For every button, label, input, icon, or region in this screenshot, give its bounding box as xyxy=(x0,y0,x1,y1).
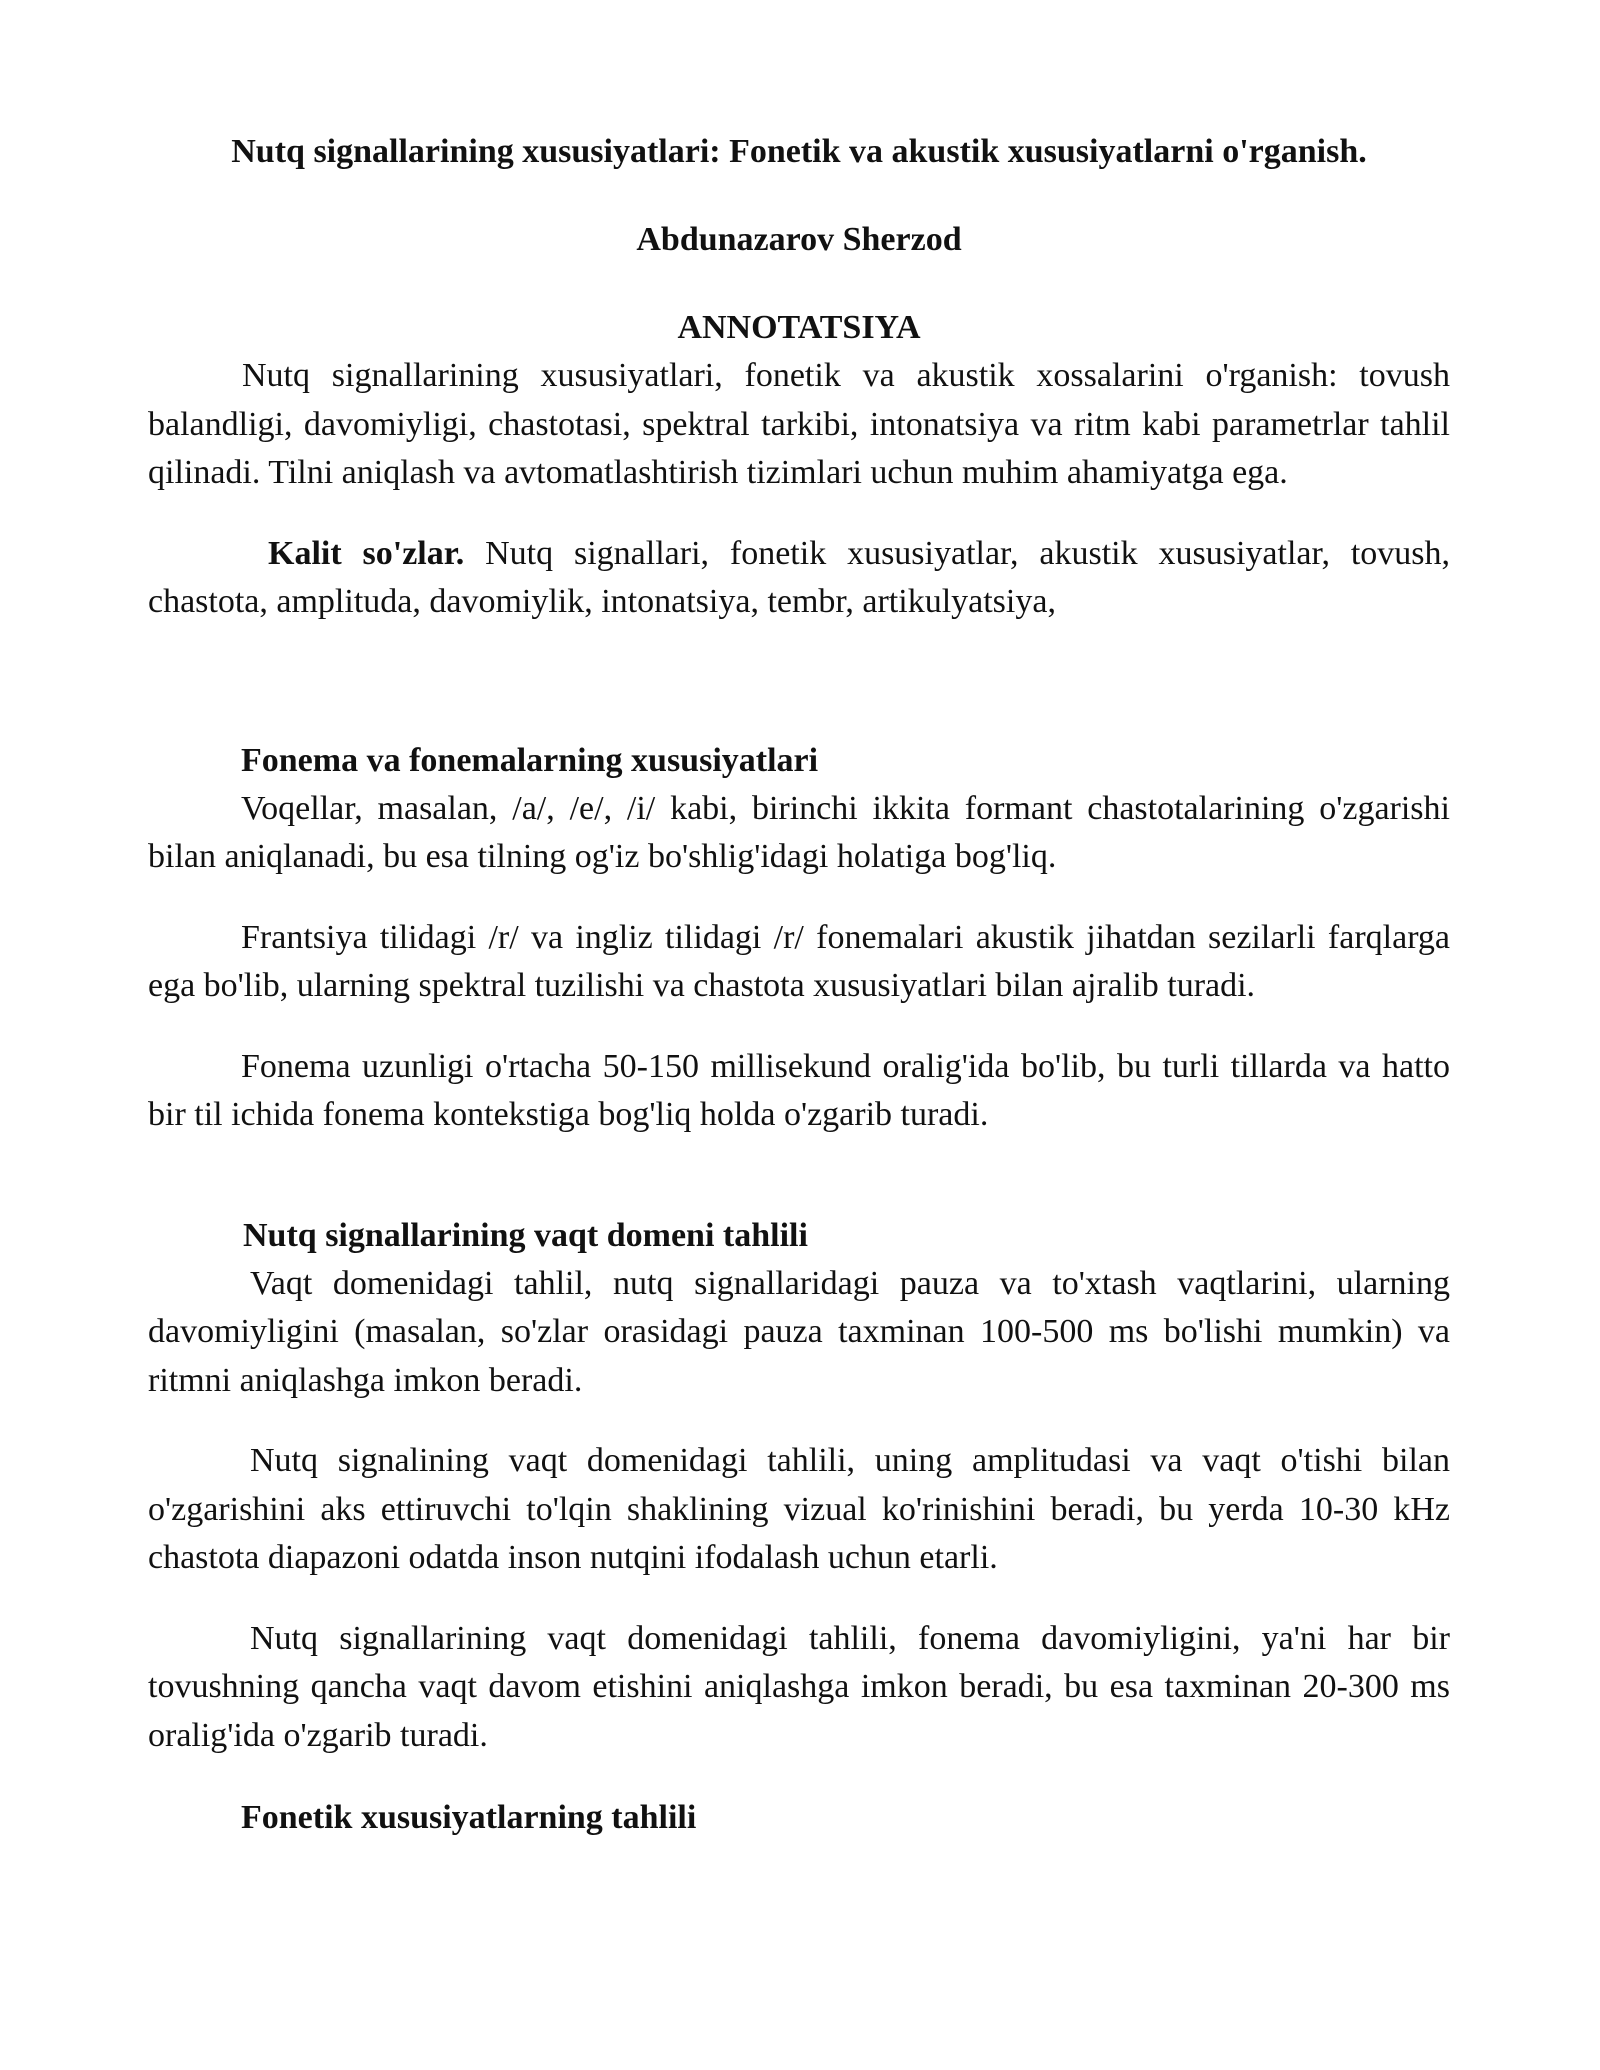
phonemes-paragraph-2: Frantsiya tilidagi /r/ va ingliz tilidagi /r/ fonemalari akustik jihatdan sezilarli farqlarga ega bo'lib, ularning spektral tuzilishi va chastota xususiyatlari bilan ajralib turadi. xyxy=(148,918,1450,1004)
section-heading-phonemes: Fonema va fonemalarning xususiyatlari xyxy=(241,741,819,779)
author-name: Abdunazarov Sherzod xyxy=(636,221,962,258)
keywords-label: Kalit so'zlar. xyxy=(268,534,465,572)
document-title: Nutq signallarining xususiyatlari: Fonetik va akustik xususiyatlarni o'rganish. xyxy=(231,133,1367,170)
annotation-heading: ANNOTATSIYA xyxy=(677,309,921,346)
annotation-paragraph: Nutq signallarining xususiyatlari, fonetik va akustik xossalarini o'rganish: tovush balandligi, davomiyligi, chastotasi, spektral tarkibi, intonatsiya va ritm kabi parametrlar tahlil qilinadi. Tilni aniqlash va avtomatlashtirish tizimlari uchun muhim ahamiyatga ega. xyxy=(148,357,1450,491)
section-heading-phonetic-analysis: Fonetik xususiyatlarning tahlili xyxy=(241,1799,697,1836)
time-domain-paragraph-1: Vaqt domenidagi tahlil, nutq signallaridagi pauza va to'xtash vaqtlarini, ularning davomiyligini (masalan, so'zlar orasidagi pauza taxminan 100-500 ms bo'lishi mumkin) va ritmni aniqlashga imkon beradi. xyxy=(148,1264,1450,1399)
phonemes-paragraph-3: Fonema uzunligi o'rtacha 50-150 millisekund oralig'ida bo'lib, bu turli tillarda va hatto bir til ichida fonema kontekstiga bog'liq holda o'zgarib turadi. xyxy=(148,1047,1450,1133)
time-domain-paragraph-3: Nutq signallarining vaqt domenidagi tahlili, fonema davomiyligini, ya'ni har bir tovushning qancha vaqt davom etishini aniqlashga imkon beradi, bu esa taxminan 20-300 ms oralig'ida o'zgarib turadi. xyxy=(148,1619,1450,1754)
page-content xyxy=(148,128,1450,1842)
time-domain-paragraph-2: Nutq signalining vaqt domenidagi tahlili, uning amplitudasi va vaqt o'tishi bilan o'zgarishini aks ettiruvchi to'lqin shaklining vizual ko'rinishini beradi, bu yerda 10-30 kHz chastota diapazoni odatda inson nutqini ifodalash uchun etarli. xyxy=(148,1442,1450,1576)
section-heading-time-domain: Nutq signallarining vaqt domeni tahlili xyxy=(243,1216,808,1254)
keywords-list: Nutq signallari, fonetik xususiyatlar, akustik xususiyatlar, tovush, chastota, amplituda, davomiylik, intonatsiya, tembr, artikulyatsiya, xyxy=(148,534,1450,620)
keywords-paragraph xyxy=(148,530,1450,627)
phonemes-paragraph-1: Voqellar, masalan, /a/, /e/, /i/ kabi, birinchi ikkita formant chastotalarining o'zgarishi bilan aniqlanadi, bu esa tilning og'iz bo'shlig'idagi holatiga bog'liq. xyxy=(148,789,1450,875)
